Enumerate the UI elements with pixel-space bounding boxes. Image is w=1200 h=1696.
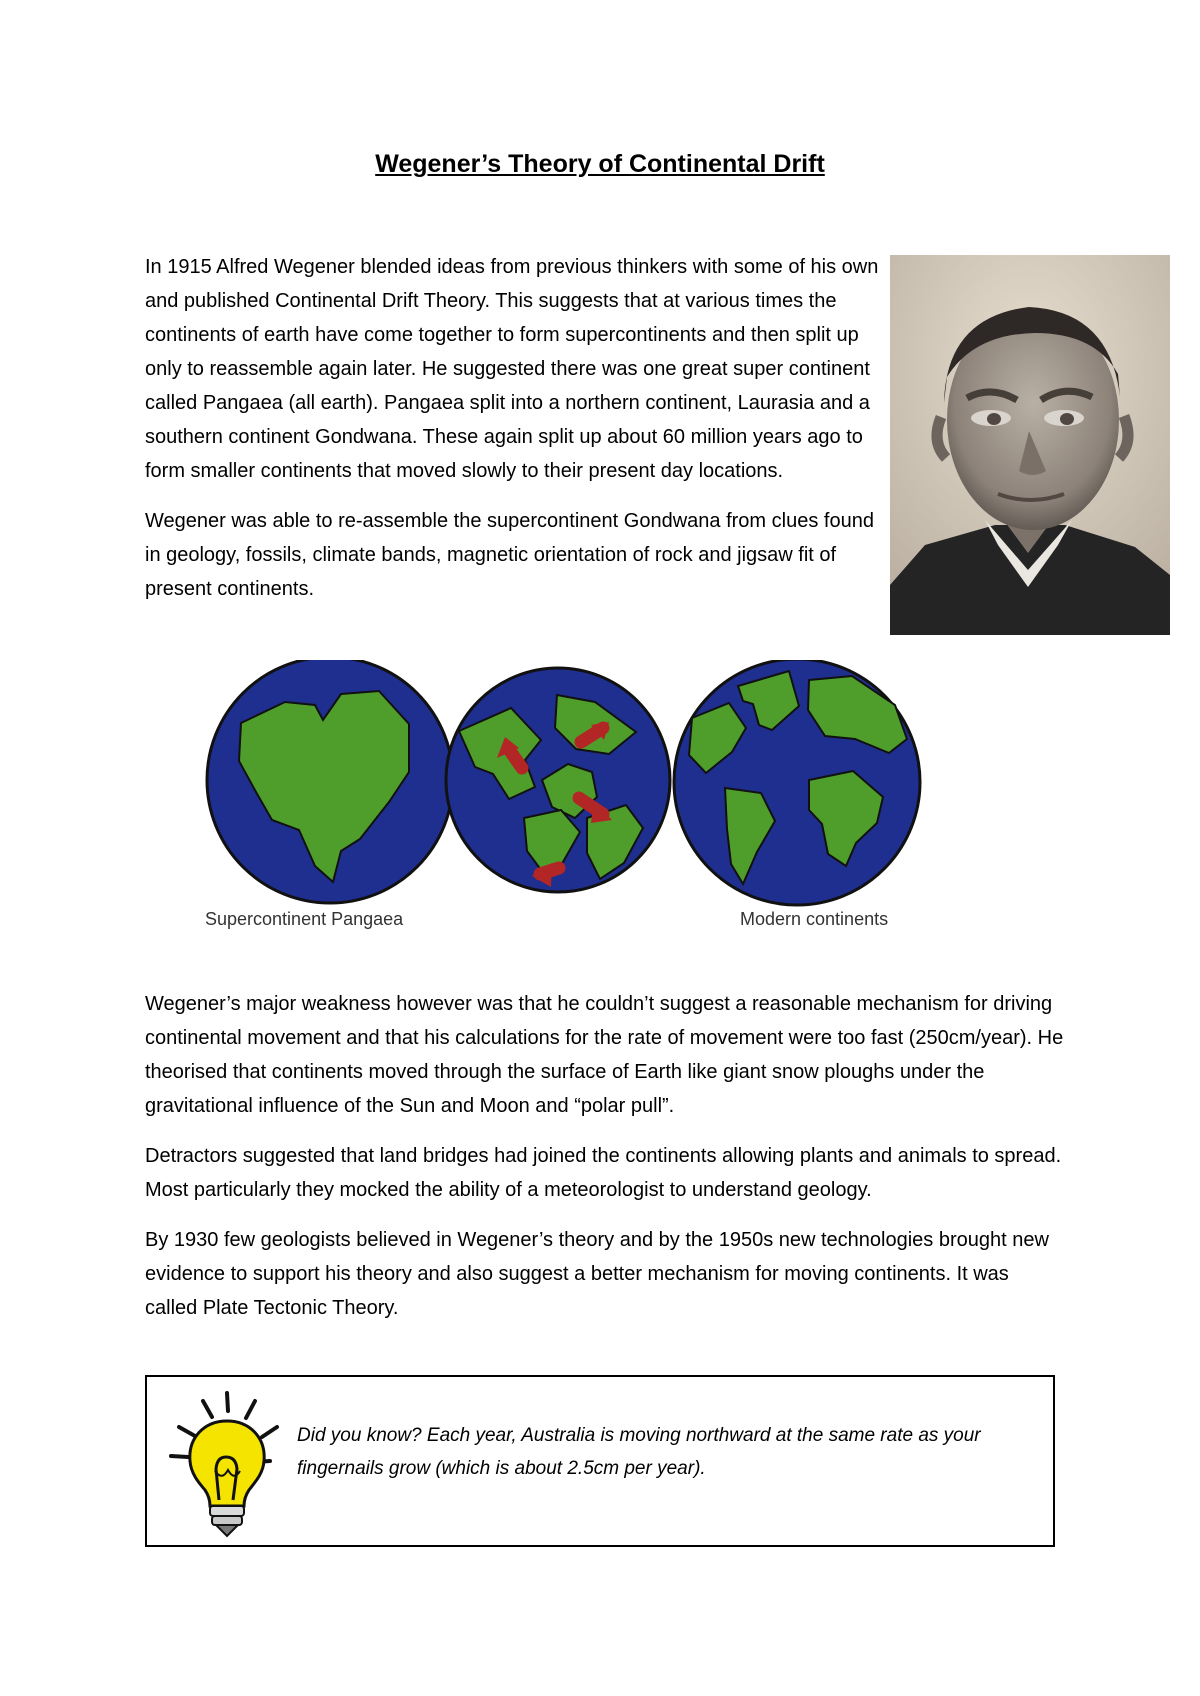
body-section: [145, 987, 1065, 1341]
intro-section: [145, 250, 885, 622]
page-title: Wegener’s Theory of Continental Drift: [375, 150, 825, 178]
intro-paragraph-1: In 1915 Alfred Wegener blended ideas from previous thinkers with some of his own and published Continental Drift Theory. This suggests that at various times the continents of earth have come together to form supercontinents and then split up only to reassemble again later. He suggested there was one great super continent called Pangaea (all earth). Pangaea split into a northern continent, Laurasia and a southern continent Gondwana. These again split up about 60 million years ago to form smaller continents that moved slowly to their present day locations.: [145, 256, 879, 482]
wegener-portrait: [890, 255, 1170, 635]
modern-globe: [674, 660, 920, 905]
gondwana-globe: [446, 668, 670, 892]
did-you-know-text: Did you know? Each year, Australia is moving northward at the same rate as your fingernails grow (which is about 2.5cm per year).: [297, 1425, 981, 1479]
pangaea-globe: [207, 660, 453, 903]
body-paragraph-3: By 1930 few geologists believed in Wegener’s theory and by the 1950s new technologies brought new evidence to support his theory and also suggest a better mechanism for moving continents. It was called Plate Tectonic Theory.: [145, 1229, 1049, 1319]
lightbulb-icon: [155, 1389, 285, 1539]
intro-paragraph-2: Wegener was able to re-assemble the supercontinent Gondwana from clues found in geology, fossils, climate bands, magnetic orientation of rock and jigsaw fit of present continents.: [145, 510, 874, 600]
figure-label-right: Modern continents: [740, 909, 889, 929]
continental-drift-figure: [205, 660, 1005, 940]
body-paragraph-1: Wegener’s major weakness however was that he couldn’t suggest a reasonable mechanism for driving continental movement and that his calculations for the rate of movement were too fast (250cm/year). He theorised that continents moved through the surface of Earth like giant snow ploughs under the gravitational influence of the Sun and Moon and “polar pull”.: [145, 993, 1064, 1117]
figure-label-left: Supercontinent Pangaea: [205, 909, 404, 929]
body-paragraph-2: Detractors suggested that land bridges had joined the continents allowing plants and animals to spread. Most particularly they mocked the ability of a meteorologist to understand geology.: [145, 1145, 1062, 1201]
did-you-know-box: [145, 1375, 1055, 1547]
